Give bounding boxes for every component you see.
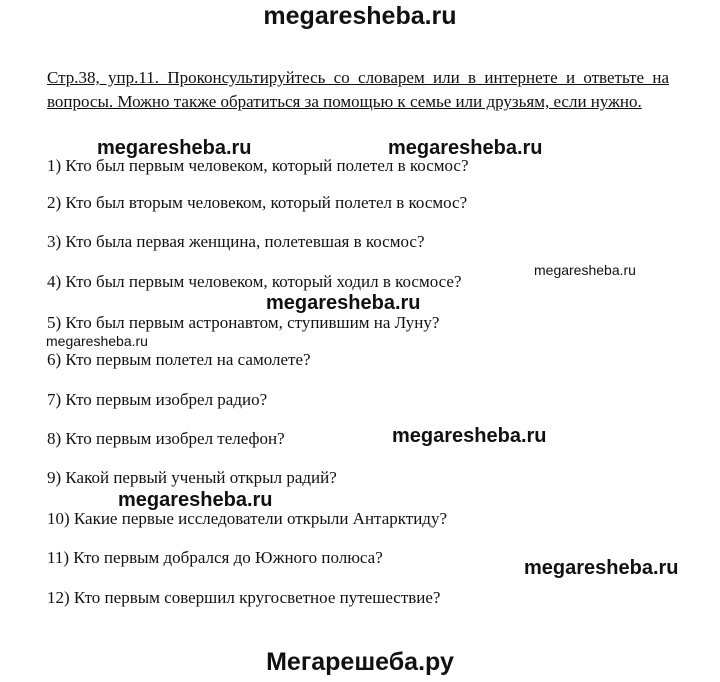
question-12: 12) Кто первым совершил кругосветное путешествие? (47, 588, 441, 607)
site-footer: Мегарешеба.ру (266, 648, 454, 676)
watermark: megaresheba.ru (524, 557, 679, 579)
question-7: 7) Кто первым изобрел радио? (47, 390, 268, 409)
site-header: megaresheba.ru (263, 2, 457, 30)
exercise-instruction: Стр.38, упр.11. Проконсультируйтесь со словарем или в интернете и ответьте на вопросы. Можно также обратиться за помощью к семье или друзьям, если нужно. (47, 68, 669, 111)
watermark: megaresheba.ru (266, 292, 421, 314)
watermark: megaresheba.ru (46, 333, 148, 349)
question-9: 9) Какой первый ученый открыл радий? (47, 468, 337, 487)
watermark: megaresheba.ru (392, 425, 547, 447)
question-11: 11) Кто первым добрался до Южного полюса? (47, 548, 383, 567)
watermark: megaresheba.ru (388, 137, 543, 159)
question-10: 10) Какие первые исследователи открыли Антарктиду? (47, 509, 447, 528)
watermark: megaresheba.ru (97, 137, 252, 159)
question-8: 8) Кто первым изобрел телефон? (47, 429, 285, 448)
question-1: 1) Кто был первым человеком, который полетел в космос? (47, 156, 469, 175)
question-3: 3) Кто была первая женщина, полетевшая в космос? (47, 232, 425, 251)
question-6: 6) Кто первым полетел на самолете? (47, 350, 311, 369)
question-5: 5) Кто был первым астронавтом, ступившим на Луну? (47, 313, 440, 332)
watermark: megaresheba.ru (534, 262, 636, 278)
question-4: 4) Кто был первым человеком, который ходил в космосе? (47, 272, 462, 291)
watermark: megaresheba.ru (118, 489, 273, 511)
question-2: 2) Кто был вторым человеком, который полетел в космос? (47, 193, 468, 212)
